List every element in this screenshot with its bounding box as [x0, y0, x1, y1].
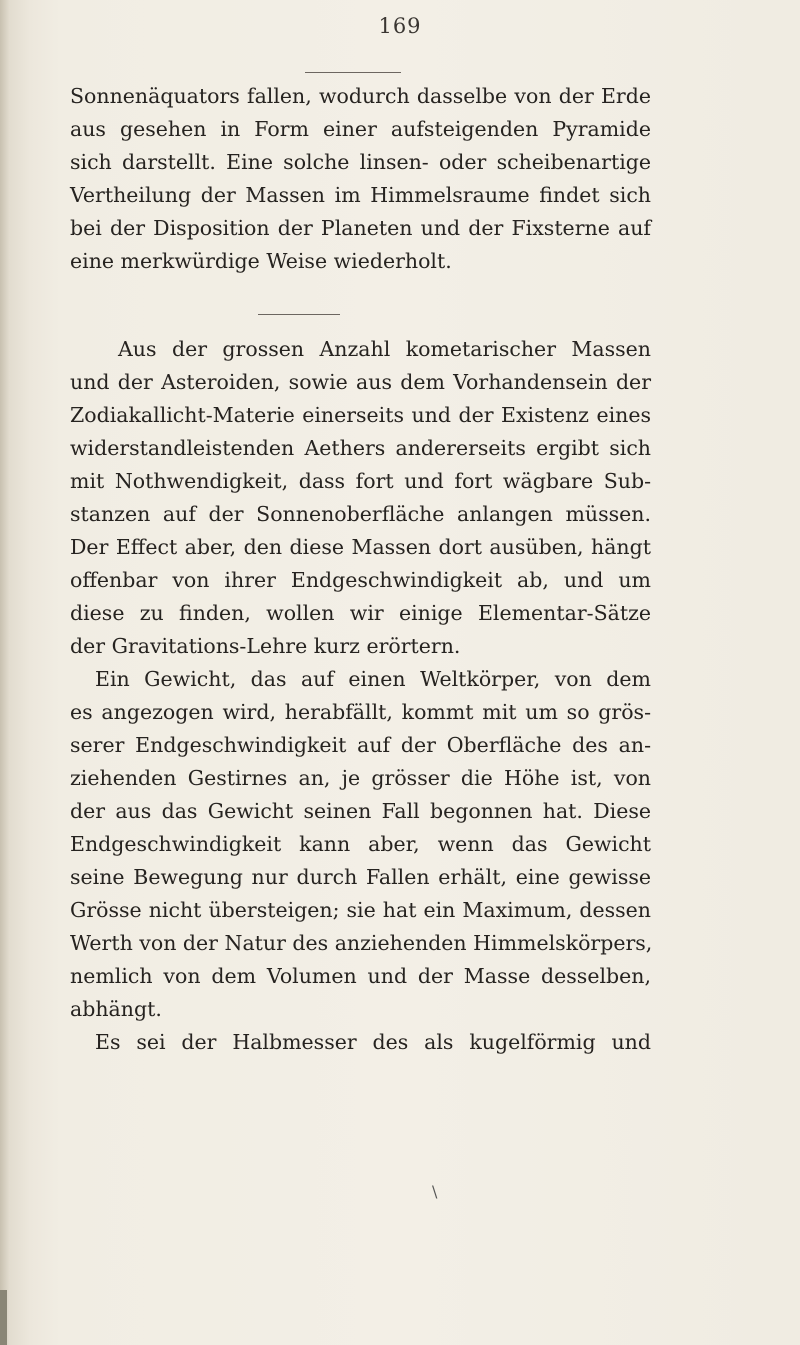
stray-mark: \: [432, 1182, 438, 1201]
text-line: Sonnenäquators fallen, wodurch dasselbe von der Erde: [70, 84, 651, 108]
text-line: eine merkwürdige Weise wiederholt.: [70, 249, 452, 273]
section-divider: [258, 314, 340, 315]
text-line: Zodiakallicht-Materie einerseits und der Existenz eines: [70, 403, 651, 427]
text-line: Vertheilung der Massen im Himmelsraume findet sich: [70, 183, 651, 207]
text-line: Der Effect aber, den diese Massen dort ausüben, hängt: [70, 535, 651, 559]
page-edge-tab: [0, 1290, 7, 1345]
text-line: Ein Gewicht, das auf einen Weltkörper, von dem: [95, 667, 651, 691]
text-line: seine Bewegung nur durch Fallen erhält, eine gewisse: [70, 865, 651, 889]
text-line: es angezogen wird, herabfällt, kommt mit um so grös-: [70, 700, 651, 724]
page-binding-edge: [0, 0, 10, 1345]
text-line: Aus der grossen Anzahl kometarischer Massen: [118, 337, 651, 361]
text-line: der Gravitations-Lehre kurz erörtern.: [70, 634, 461, 658]
page-number: 169: [378, 14, 422, 38]
text-line: Endgeschwindigkeit kann aber, wenn das Gewicht: [70, 832, 651, 856]
text-line: sich darstellt. Eine solche linsen- oder scheibenartige: [70, 150, 651, 174]
text-line: serer Endgeschwindigkeit auf der Oberfläche des an-: [70, 733, 651, 757]
text-line: diese zu finden, wollen wir einige Elementar-Sätze: [70, 601, 651, 625]
text-line: ziehenden Gestirnes an, je grösser die Höhe ist, von: [70, 766, 651, 790]
text-line: mit Nothwendigkeit, dass fort und fort wägbare Sub-: [70, 469, 651, 493]
header-rule: [305, 72, 401, 73]
text-line: Werth von der Natur des anziehenden Himmelskörpers,: [70, 931, 653, 955]
text-line: aus gesehen in Form einer aufsteigenden Pyramide: [70, 117, 651, 141]
text-line: bei der Disposition der Planeten und der Fixsterne auf: [70, 216, 651, 240]
text-line: stanzen auf der Sonnenoberfläche anlangen müssen.: [70, 502, 651, 526]
text-line: widerstandleistenden Aethers andererseits ergibt sich: [70, 436, 651, 460]
text-line: offenbar von ihrer Endgeschwindigkeit ab, und um: [70, 568, 651, 592]
text-line: nemlich von dem Volumen und der Masse desselben,: [70, 964, 651, 988]
text-line: der aus das Gewicht seinen Fall begonnen hat. Diese: [70, 799, 651, 823]
text-line: Grösse nicht übersteigen; sie hat ein Maximum, dessen: [70, 898, 651, 922]
text-line: Es sei der Halbmesser des als kugelförmig und: [95, 1030, 651, 1054]
text-line: und der Asteroiden, sowie aus dem Vorhandensein der: [70, 370, 651, 394]
text-line: abhängt.: [70, 997, 162, 1021]
